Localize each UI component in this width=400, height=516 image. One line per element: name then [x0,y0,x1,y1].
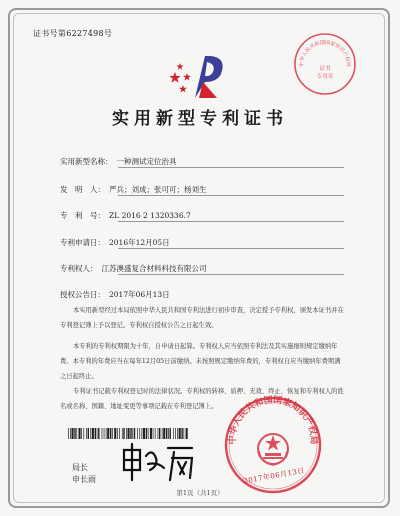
barcode-bar [146,428,147,439]
barcode-bar [98,428,99,439]
official-seal-ring-text: 中华人民共和国国家知识产权局 [227,395,319,445]
value-application-date: 2016年12月05日 [109,238,170,247]
barcode-bar [132,428,133,439]
barcode-bar [142,428,143,439]
barcode-bar [102,428,103,439]
director-signature [118,440,198,486]
director-title: 局长 [72,463,88,472]
body-paragraph-3-text: 专利证书记载专利权登记时的法律状况。专利权的转移、质押、无效、终止、恢复和专利权人的姓名或名称、国籍、地址变更等事项记载在专利登记簿上。 [60,388,344,410]
field-patent-number [60,210,191,221]
barcode-bar [114,428,116,439]
barcode-bar [97,428,98,439]
value-grant-date: 2017年06月13日 [109,290,170,299]
barcode-bar [74,428,75,439]
body-paragraph-1-text: 本实用新型经过本局依照中华人民共和国专利法进行初步审查，决定授予专利权，颁发本证书并在专利登记簿上予以登记。专利权自授权公告之日起生效。 [60,307,344,329]
underline-patentee [118,274,344,275]
underline-name [118,167,344,168]
barcode-bar [92,428,94,439]
label-patentee: 专利权人： [60,264,98,273]
label-utility-model-name: 实用新型名称： [60,157,113,166]
barcode-bar [184,428,185,439]
barcode-bar [162,428,163,439]
underline-patent-number [118,221,344,222]
barcode-bar [110,428,111,439]
barcode-bar [170,428,171,439]
label-patent-number: 专 利 号： [60,211,105,220]
barcode-bar [76,428,77,439]
page-number: 第1页（共1页） [176,489,224,497]
certificate-seal-small [293,32,357,96]
barcode-bar [104,428,105,439]
certificate-number: 证书号第6227498号 [33,29,113,38]
certificate-title: 实用新型专利证书 [112,109,288,129]
barcode-bar [159,428,160,439]
barcode [68,428,190,439]
barcode-bar [90,428,91,439]
barcode-bar [119,428,120,439]
logo-star-2 [179,85,187,93]
field-utility-model-name [60,156,177,167]
barcode-bar [88,428,89,439]
field-grant-date [60,289,170,300]
logo-star-1 [169,72,181,83]
barcode-bar [81,428,82,439]
barcode-bar [79,428,81,439]
barcode-bar [107,428,109,439]
field-application-date [60,237,170,248]
logo-star-3 [183,73,191,81]
barcode-bar [166,428,167,439]
field-patentee [60,263,207,274]
barcode-bar [168,428,169,439]
barcode-bar [158,428,159,439]
cnipa-logo [161,52,239,100]
national-emblem-icon [258,434,288,465]
field-inventor [60,184,207,195]
small-seal-center-top: 证书 [319,66,331,72]
underline-application-date [118,248,344,249]
barcode-bar [148,428,149,439]
body-paragraph-1 [60,303,344,333]
barcode-bar [123,428,124,439]
value-inventor: 严兵；刘成；张可可；杨刘生 [109,185,207,194]
barcode-bar [173,428,174,439]
barcode-bar [70,428,71,439]
barcode-bar [179,428,181,439]
director-name: 申长雨 [72,475,96,484]
seal-date: 2017年06月13日 [242,466,306,486]
barcode-bar [181,428,182,439]
barcode-bar [139,428,140,439]
barcode-bar [95,428,96,439]
barcode-bar [186,428,188,439]
small-seal-ring-text: 中华人民共和国国家知识产权局 [298,39,352,67]
underline-inventor [118,195,344,196]
barcode-bar [134,428,135,439]
barcode-bar [122,428,123,439]
barcode-bar [177,428,178,439]
label-application-date: 专利申请日： [60,238,105,247]
value-patent-number: ZL 2016 2 1320336.7 [109,211,191,220]
small-seal-center-bottom: 专用章 [316,74,334,80]
barcode-bar [143,428,145,439]
barcode-bar [86,428,87,439]
barcode-bar [112,428,113,439]
barcode-bar [163,428,165,439]
barcode-bar [68,428,69,439]
value-utility-model-name: 一种测试定位治具 [116,157,177,166]
body-paragraph-2-text: 本专利的专利权期限为十年，自申请日起算。专利权人应当依照专利法及其实施细则规定缴纳年费。本专利的年费应当在每年12月05日前缴纳。未按照规定缴纳年费的，专利权自应当缴纳年费期满之日起终止。 [60,343,341,380]
barcode-bar [175,428,176,439]
barcode-bar [137,428,138,439]
body-paragraph-2 [60,339,344,384]
barcode-bar [150,428,152,439]
barcode-bar [117,428,118,439]
barcode-bar [106,428,107,439]
barcode-bar [128,428,130,439]
value-patentee: 江苏澳盛复合材料科技有限公司 [101,264,207,273]
barcode-bar [126,428,127,439]
barcode-bar [72,428,74,439]
label-inventor: 发 明 人： [60,185,105,194]
logo-star-4 [176,63,183,70]
barcode-bar [83,428,84,439]
barcode-bar [130,428,131,439]
label-grant-date: 授权公告日： [60,290,105,299]
barcode-bar [155,428,156,439]
barcode-bar [153,428,154,439]
